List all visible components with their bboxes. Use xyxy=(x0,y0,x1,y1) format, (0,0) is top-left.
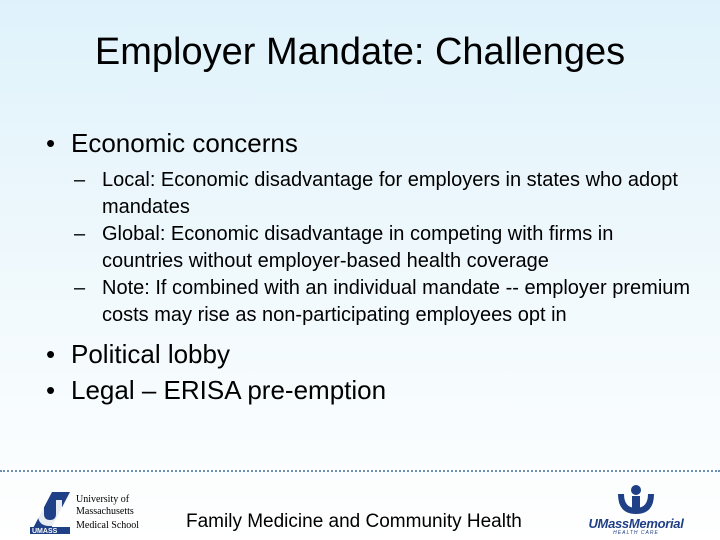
umass-memorial-tagline: HEALTH CARE xyxy=(613,530,659,536)
bullet-political-lobby: • Political lobby xyxy=(46,339,696,370)
economic-sub-bullets xyxy=(74,167,696,329)
slide-content xyxy=(46,128,696,406)
umass-memorial-name: UMassMemorial xyxy=(588,516,684,531)
footer-divider xyxy=(0,470,720,472)
logo-line-3: Medical School xyxy=(76,520,140,531)
logo-line-2: Massachusetts xyxy=(76,506,134,517)
slide-title: Employer Mandate: Challenges xyxy=(94,31,626,73)
sub-bullet-note: – Note: If combined with an individual mandate -- employer premium costs may rise as non-participating employees opt in xyxy=(74,275,696,329)
bullet-legal-erisa: • Legal – ERISA pre-emption xyxy=(46,375,696,406)
umass-medical-school-logo xyxy=(30,490,180,534)
sub-bullet-local: – Local: Economic disadvantage for employers in states who adopt mandates xyxy=(74,167,696,221)
umass-mark-text: UMASS xyxy=(32,528,58,534)
bullet-economic-concerns: • Economic concerns xyxy=(46,128,696,159)
footer-department-name: Family Medicine and Community Health xyxy=(186,511,522,532)
logo-line-1: University of xyxy=(76,494,130,505)
sub-bullet-global: – Global: Economic disadvantage in competing with firms in countries without employer-based health coverage xyxy=(74,221,696,275)
umass-memorial-logo xyxy=(578,484,694,536)
umass-memorial-emblem-icon xyxy=(578,484,694,518)
